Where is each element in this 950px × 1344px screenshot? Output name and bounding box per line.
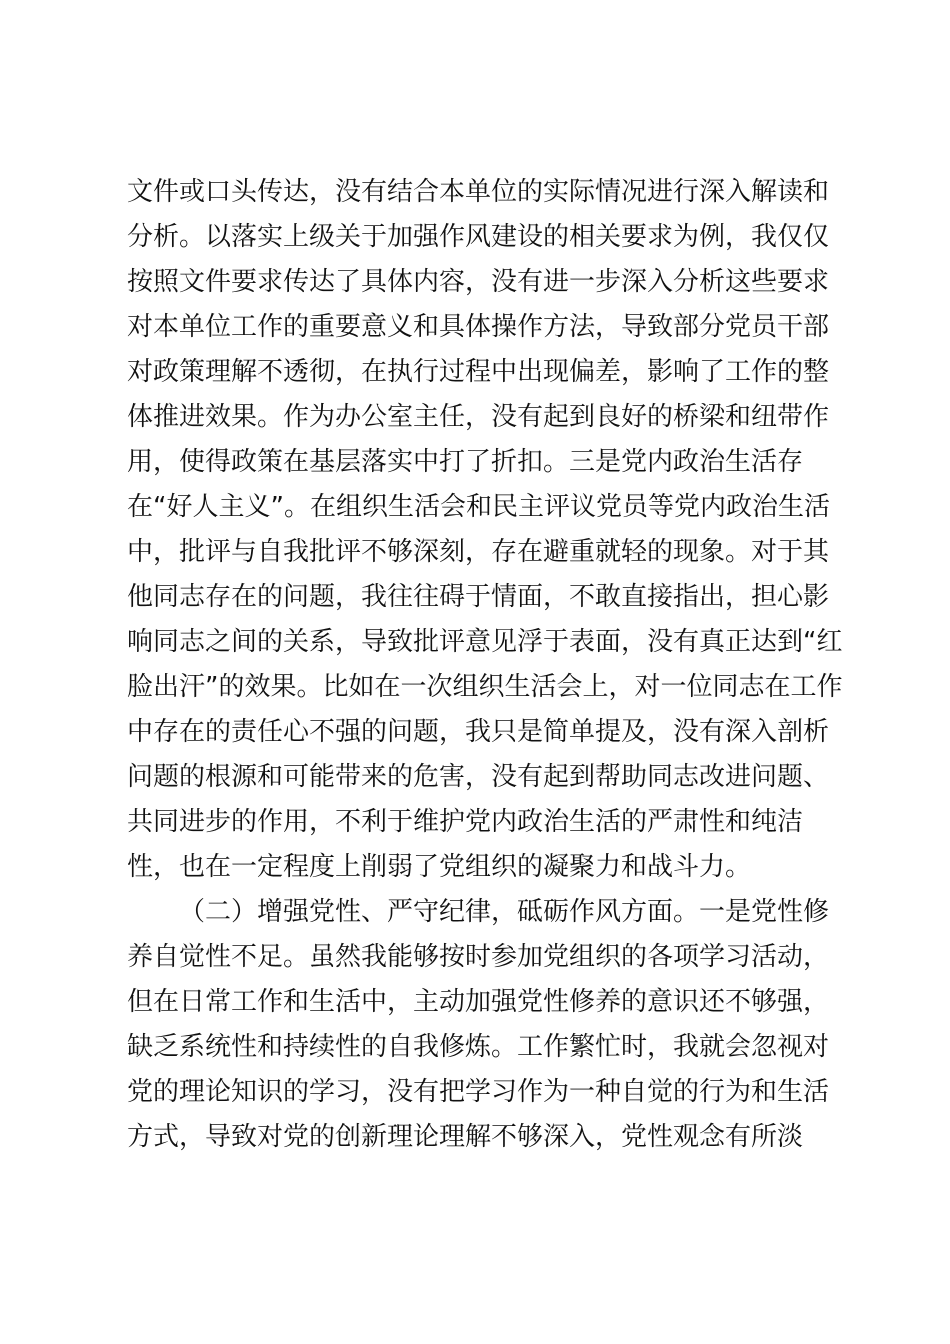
- text-line: 脸出汗”的效果。比如在一次组织生活会上，对一位同志在工作: [127, 672, 843, 702]
- text-line: 缺乏系统性和持续性的自我修炼。工作繁忙时，我就会忽视对: [127, 1032, 830, 1062]
- text-line: 方式，导致对党的创新理论理解不够深入，党性观念有所淡: [127, 1122, 804, 1152]
- section-heading-line: （二）增强党性、严守纪律，砥砺作风方面。一是党性修: [179, 897, 830, 927]
- text-line: 在“好人主义”。在组织生活会和民主评议党员等党内政治生活: [127, 492, 830, 522]
- text-line: 用，使得政策在基层落实中打了折扣。三是党内政治生活存: [127, 447, 804, 477]
- text-line: 养自觉性不足。虽然我能够按时参加党组织的各项学习活动，: [127, 942, 830, 972]
- text-line: 但在日常工作和生活中，主动加强党性修养的意识还不够强，: [127, 987, 830, 1017]
- text-line: 中存在的责任心不强的问题，我只是简单提及，没有深入剖析: [127, 717, 830, 747]
- text-line: 分析。以落实上级关于加强作风建设的相关要求为例，我仅仅: [127, 222, 830, 252]
- text-line: 性，也在一定程度上削弱了党组织的凝聚力和战斗力。: [127, 852, 752, 882]
- text-line: 他同志存在的问题，我往往碍于情面，不敢直接指出，担心影: [127, 582, 830, 612]
- text-line: 问题的根源和可能带来的危害，没有起到帮助同志改进问题、: [127, 762, 830, 792]
- text-line: 共同进步的作用，不利于维护党内政治生活的严肃性和纯洁: [127, 807, 804, 837]
- text-line: 对本单位工作的重要意义和具体操作方法，导致部分党员干部: [127, 312, 830, 342]
- body-text: [127, 170, 843, 1160]
- text-line: 党的理论知识的学习，没有把学习作为一种自觉的行为和生活: [127, 1077, 830, 1107]
- text-line: 响同志之间的关系，导致批评意见浮于表面，没有真正达到“红: [127, 627, 843, 657]
- text-line: 体推进效果。作为办公室主任，没有起到良好的桥梁和纽带作: [127, 402, 830, 432]
- text-line: 对政策理解不透彻，在执行过程中出现偏差，影响了工作的整: [127, 357, 830, 387]
- text-line: 按照文件要求传达了具体内容，没有进一步深入分析这些要求: [127, 267, 830, 297]
- text-line: 中，批评与自我批评不够深刻，存在避重就轻的现象。对于其: [127, 537, 830, 567]
- text-line: 文件或口头传达，没有结合本单位的实际情况进行深入解读和: [127, 177, 830, 207]
